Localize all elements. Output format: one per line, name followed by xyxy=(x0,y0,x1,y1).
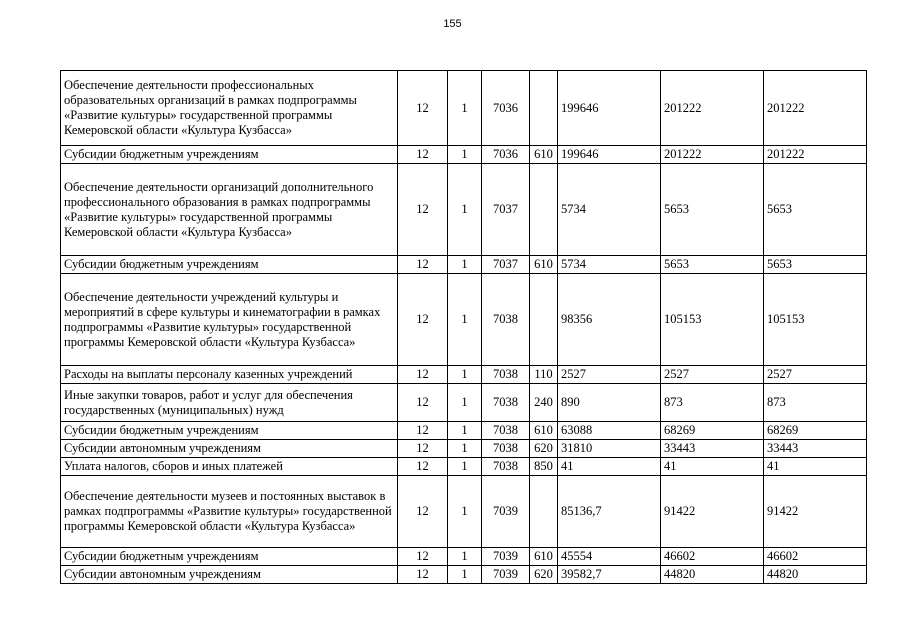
cell-expense-type-code: 610 xyxy=(530,256,558,274)
cell-subsection-code: 1 xyxy=(448,146,482,164)
cell-amount-year-1: 39582,7 xyxy=(558,566,661,584)
cell-amount-year-3: 5653 xyxy=(764,164,867,256)
cell-amount-year-2: 873 xyxy=(661,384,764,422)
cell-subsection-code: 1 xyxy=(448,384,482,422)
cell-amount-year-1: 199646 xyxy=(558,71,661,146)
cell-target-code: 7037 xyxy=(482,256,530,274)
cell-expense-name: Субсидии автономным учреждениям xyxy=(61,440,398,458)
cell-subsection-code: 1 xyxy=(448,548,482,566)
cell-section-code: 12 xyxy=(398,384,448,422)
cell-amount-year-1: 41 xyxy=(558,458,661,476)
cell-amount-year-3: 33443 xyxy=(764,440,867,458)
cell-section-code: 12 xyxy=(398,71,448,146)
cell-expense-name: Обеспечение деятельности организаций дополнительного профессионального образования в рамках подпрограммы «Развитие культуры» государственной программы Кемеровской области «Культура Кузбасса» xyxy=(61,164,398,256)
cell-subsection-code: 1 xyxy=(448,566,482,584)
table-row xyxy=(61,164,867,256)
table-row xyxy=(61,384,867,422)
table-row xyxy=(61,422,867,440)
cell-amount-year-3: 5653 xyxy=(764,256,867,274)
cell-target-code: 7039 xyxy=(482,476,530,548)
cell-amount-year-3: 201222 xyxy=(764,146,867,164)
cell-subsection-code: 1 xyxy=(448,476,482,548)
table-row xyxy=(61,146,867,164)
cell-expense-type-code xyxy=(530,274,558,366)
cell-subsection-code: 1 xyxy=(448,422,482,440)
cell-expense-type-code: 610 xyxy=(530,422,558,440)
cell-expense-type-code: 110 xyxy=(530,366,558,384)
cell-section-code: 12 xyxy=(398,164,448,256)
cell-amount-year-2: 41 xyxy=(661,458,764,476)
cell-target-code: 7036 xyxy=(482,146,530,164)
cell-amount-year-2: 46602 xyxy=(661,548,764,566)
cell-subsection-code: 1 xyxy=(448,256,482,274)
cell-subsection-code: 1 xyxy=(448,164,482,256)
cell-target-code: 7039 xyxy=(482,548,530,566)
cell-amount-year-3: 68269 xyxy=(764,422,867,440)
cell-amount-year-1: 85136,7 xyxy=(558,476,661,548)
cell-expense-name: Обеспечение деятельности профессиональных образовательных организаций в рамках подпрограммы «Развитие культуры» государственной программы Кемеровской области «Культура Кузбасса» xyxy=(61,71,398,146)
cell-subsection-code: 1 xyxy=(448,274,482,366)
cell-expense-type-code xyxy=(530,164,558,256)
cell-subsection-code: 1 xyxy=(448,458,482,476)
cell-target-code: 7038 xyxy=(482,440,530,458)
table-row xyxy=(61,458,867,476)
cell-section-code: 12 xyxy=(398,274,448,366)
cell-section-code: 12 xyxy=(398,256,448,274)
cell-expense-name: Субсидии бюджетным учреждениям xyxy=(61,548,398,566)
cell-expense-type-code xyxy=(530,476,558,548)
budget-table xyxy=(60,70,867,584)
cell-expense-name: Субсидии бюджетным учреждениям xyxy=(61,422,398,440)
cell-amount-year-3: 201222 xyxy=(764,71,867,146)
cell-section-code: 12 xyxy=(398,566,448,584)
cell-amount-year-3: 46602 xyxy=(764,548,867,566)
cell-amount-year-3: 44820 xyxy=(764,566,867,584)
cell-amount-year-1: 199646 xyxy=(558,146,661,164)
cell-expense-type-code: 620 xyxy=(530,566,558,584)
page-number: 155 xyxy=(443,18,462,30)
cell-target-code: 7039 xyxy=(482,566,530,584)
cell-section-code: 12 xyxy=(398,476,448,548)
cell-section-code: 12 xyxy=(398,146,448,164)
cell-section-code: 12 xyxy=(398,366,448,384)
cell-amount-year-2: 44820 xyxy=(661,566,764,584)
cell-amount-year-3: 2527 xyxy=(764,366,867,384)
cell-section-code: 12 xyxy=(398,548,448,566)
cell-expense-type-code: 240 xyxy=(530,384,558,422)
cell-amount-year-2: 105153 xyxy=(661,274,764,366)
cell-expense-type-code: 850 xyxy=(530,458,558,476)
cell-expense-type-code: 610 xyxy=(530,146,558,164)
table-row xyxy=(61,256,867,274)
table-row xyxy=(61,440,867,458)
cell-amount-year-1: 5734 xyxy=(558,256,661,274)
cell-expense-type-code: 610 xyxy=(530,548,558,566)
table-row xyxy=(61,476,867,548)
cell-amount-year-2: 91422 xyxy=(661,476,764,548)
cell-expense-name: Субсидии бюджетным учреждениям xyxy=(61,146,398,164)
cell-amount-year-3: 873 xyxy=(764,384,867,422)
cell-amount-year-1: 98356 xyxy=(558,274,661,366)
cell-amount-year-1: 890 xyxy=(558,384,661,422)
cell-target-code: 7038 xyxy=(482,274,530,366)
cell-amount-year-2: 201222 xyxy=(661,71,764,146)
table-row xyxy=(61,548,867,566)
cell-expense-name: Субсидии бюджетным учреждениям xyxy=(61,256,398,274)
cell-target-code: 7037 xyxy=(482,164,530,256)
cell-subsection-code: 1 xyxy=(448,71,482,146)
cell-target-code: 7038 xyxy=(482,422,530,440)
table-row xyxy=(61,274,867,366)
cell-target-code: 7038 xyxy=(482,458,530,476)
cell-expense-name: Субсидии автономным учреждениям xyxy=(61,566,398,584)
table-row xyxy=(61,71,867,146)
cell-amount-year-2: 68269 xyxy=(661,422,764,440)
cell-target-code: 7036 xyxy=(482,71,530,146)
cell-amount-year-3: 91422 xyxy=(764,476,867,548)
cell-expense-name: Иные закупки товаров, работ и услуг для обеспечения государственных (муниципальных) нужд xyxy=(61,384,398,422)
cell-amount-year-1: 31810 xyxy=(558,440,661,458)
cell-expense-name: Обеспечение деятельности учреждений культуры и мероприятий в сфере культуры и кинематографии в рамках подпрограммы «Развитие культуры» государственной программы Кемеровской области «Культура Кузбасса» xyxy=(61,274,398,366)
cell-expense-name: Уплата налогов, сборов и иных платежей xyxy=(61,458,398,476)
cell-expense-name: Расходы на выплаты персоналу казенных учреждений xyxy=(61,366,398,384)
cell-amount-year-2: 201222 xyxy=(661,146,764,164)
cell-subsection-code: 1 xyxy=(448,440,482,458)
cell-section-code: 12 xyxy=(398,458,448,476)
cell-expense-type-code xyxy=(530,71,558,146)
cell-target-code: 7038 xyxy=(482,366,530,384)
cell-amount-year-2: 5653 xyxy=(661,256,764,274)
cell-amount-year-2: 5653 xyxy=(661,164,764,256)
cell-expense-name: Обеспечение деятельности музеев и постоянных выставок в рамках подпрограммы «Развитие культуры» государственной программы Кемеровской области «Культура Кузбасса» xyxy=(61,476,398,548)
cell-amount-year-1: 2527 xyxy=(558,366,661,384)
table-body xyxy=(61,71,867,584)
cell-amount-year-2: 33443 xyxy=(661,440,764,458)
cell-section-code: 12 xyxy=(398,422,448,440)
cell-amount-year-1: 45554 xyxy=(558,548,661,566)
cell-amount-year-1: 63088 xyxy=(558,422,661,440)
cell-expense-type-code: 620 xyxy=(530,440,558,458)
cell-section-code: 12 xyxy=(398,440,448,458)
cell-amount-year-3: 105153 xyxy=(764,274,867,366)
table-row xyxy=(61,566,867,584)
cell-target-code: 7038 xyxy=(482,384,530,422)
cell-amount-year-3: 41 xyxy=(764,458,867,476)
cell-amount-year-2: 2527 xyxy=(661,366,764,384)
cell-subsection-code: 1 xyxy=(448,366,482,384)
table-row xyxy=(61,366,867,384)
cell-amount-year-1: 5734 xyxy=(558,164,661,256)
